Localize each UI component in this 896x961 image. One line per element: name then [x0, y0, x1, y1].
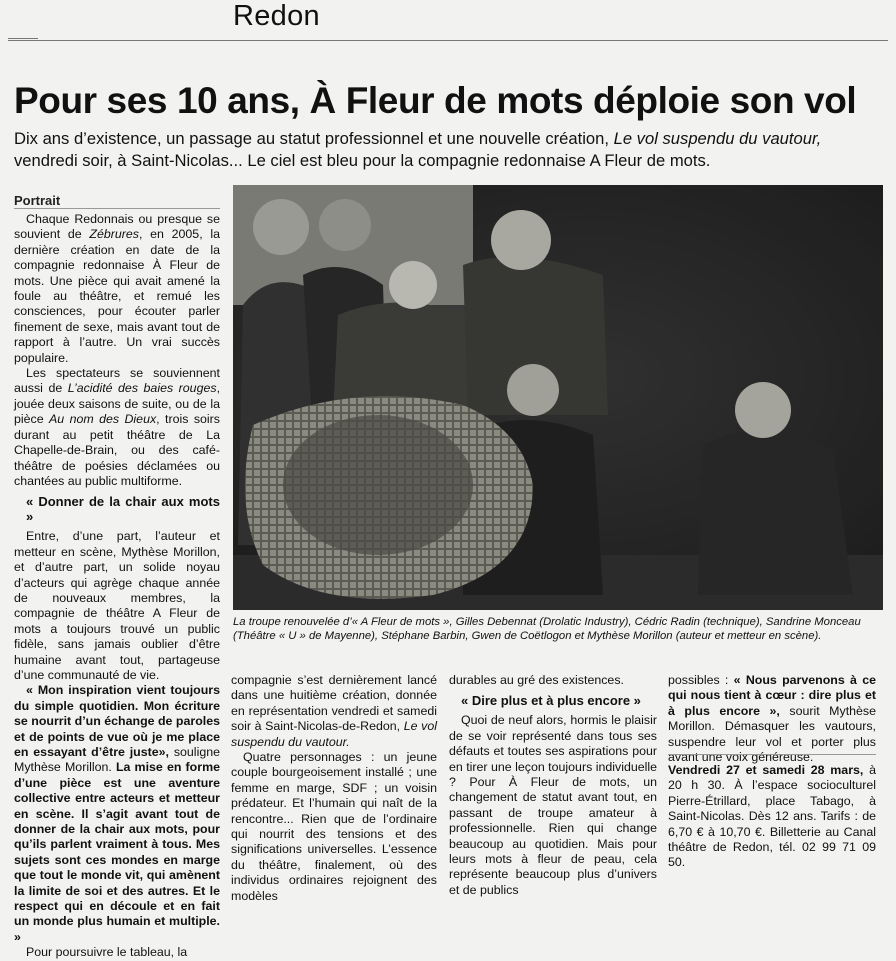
text-column-3 — [449, 673, 657, 898]
header-rule — [8, 40, 888, 41]
photo-caption: La troupe renouvelée d’« A Fleur de mots », Gilles Debennat (Drolatic Industry), Cédric Radin (technique), Sandrine Monceau (Théâtre « U » de Mayenne), Stéphane Barbin, Gwen de Coëtlogon et Mythèse Morillon (auteur et metteur en scène). — [233, 616, 861, 642]
event-info: Vendredi 27 et samedi 28 mars, à 20 h 30. À l’espace socioculturel Pierre-Étrillard, place Tabago, à Saint-Nicolas. Dès 12 ans. Tarifs : de 6,70 € à 10,70 €. Billetterie au Canal théâtre de Redon, tél. 02 99 71 09 50. — [668, 763, 876, 870]
subheading: « Dire plus et à plus encore » — [461, 693, 641, 709]
paragraph: Pour poursuivre le tableau, la — [26, 945, 188, 960]
section-title: Redon — [233, 0, 320, 32]
article-headline: Pour ses 10 ans, À Fleur de mots déploie son vol — [14, 80, 857, 121]
text-column-4 — [668, 673, 876, 765]
paragraph: Quatre personnages : un jeune couple bourgeoisement installé ; une femme en marge, SDF ; un voisin prédateur. Et l’humain qui naît de la rencontre... Rien que de l’ordinaire qui nourrit des tensions et des significations universelles. L’essence du théâtre, finalement, où des individus ordinaires rejoignent des modèles — [231, 750, 437, 903]
header-rule-accent — [8, 38, 38, 39]
paragraph: compagnie s’est dernièrement lancé dans une huitième création, donnée en représentation vendredi et samedi soir à Saint-Nicolas-de-Redon, Le vol suspendu du vautour. — [231, 673, 437, 749]
troupe-photo — [233, 185, 883, 610]
text-column-1 — [14, 212, 220, 961]
paragraph: possibles : « Nous parvenons à ce qui nous tient à cœur : dire plus et à plus encore », sourit Mythèse Morillon. Démasquer les vautours, suspendre leur vol et porter plus avant une voix généreuse. — [668, 673, 877, 765]
paragraph: « Mon inspiration vient toujours du simple quotidien. Mon écriture se nourrit d’un échange de paroles et de points de vue où je me place en essayant d’être juste», souligne Mythèse Morillon. La mise en forme d’une pièce est une aventure collective entre acteurs et metteur en scène. Il s’agit avant tout de donner de la chair aux mots, pour qu’ils parlent vraiment à tous. Mes sujets sont ces mondes en marge que tout le monde vit, qui amènent la limite de soi et des autres. Et le respect qui en découle et en fait un monde plus humain et multiple. » — [14, 683, 220, 944]
paragraph: Entre, d’une part, l’auteur et metteur en scène, Mythèse Morillon, et d’autre part, un solide noyau d’acteurs qui agrège chaque année de nouveaux membres, la compagnie de théâtre A Fleur de mots a toujours trouvé un public fidèle, sans jamais oublier d’être humaine avant tout, partageuse d’une communauté de vie. — [14, 529, 220, 682]
article-kicker: Portrait — [14, 193, 61, 208]
kicker-rule — [14, 208, 220, 209]
paragraph: Les spectateurs se souviennent aussi de L’acidité des baies rouges, jouée deux saisons de suite, ou de la pièce Au nom des Dieux, trois soirs durant au petit théâtre de La Chapelle-de-Brain, ou des café-théâtre de poésies déclamées ou chantées au public multiforme. — [14, 366, 221, 488]
paragraph: Chaque Redonnais ou presque se souvient de Zébrures, en 2005, la dernière création en date de la compagnie redonnaise À Fleur de mots. Une pièce qui avait amené la foule au théâtre, et remué les consciences, pour écouter parler finement de sexe, mais avant tout de rapport à l’autre. Un vrai succès populaire. — [14, 212, 220, 365]
paragraph: Quoi de neuf alors, hormis le plaisir de se voir représenté dans tous ses défauts et toutes ses aspirations pour en tirer une leçon toujours individuelle ? Pour À Fleur de mots, un changement de statut avant tout, en passant de troupe amateur à professionnelle. Rien qui change beaucoup au quotidien. Mais pour leurs mots à fleur de peau, cela représente beaucoup plus d’univers et de publics — [449, 713, 658, 897]
info-rule — [668, 754, 876, 755]
article-standfirst: Dix ans d’existence, un passage au statut professionnel et une nouvelle création, Le vol suspendu du vautour, vendredi soir, à Saint-Nicolas... Le ciel est bleu pour la compagnie redonnaise A Fleur de mots. — [14, 129, 822, 170]
troupe-photo-illustration — [233, 185, 883, 610]
paragraph: durables au gré des existences. — [449, 673, 624, 687]
text-column-2 — [231, 673, 437, 904]
subheading: « Donner de la chair aux mots » — [26, 494, 220, 525]
